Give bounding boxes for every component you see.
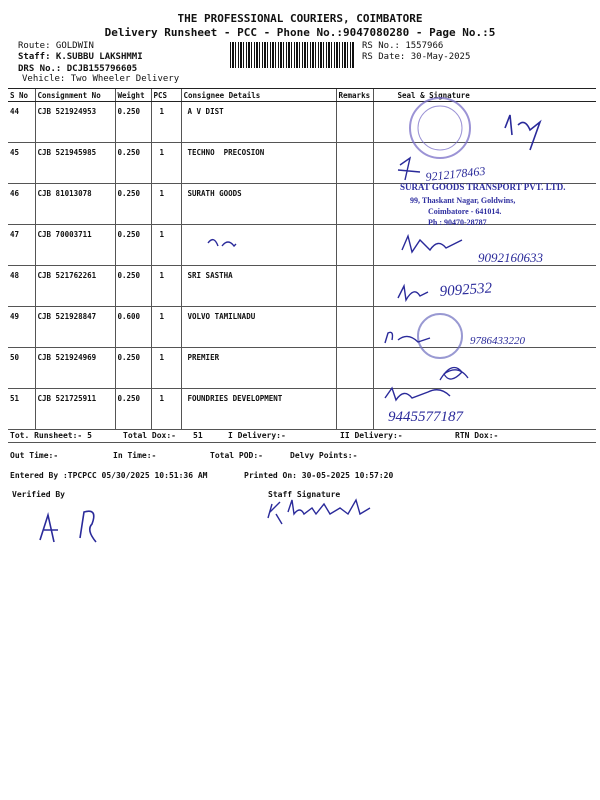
cell-pcs: 1 xyxy=(151,307,181,348)
col-consignment: Consignment No xyxy=(35,89,115,102)
signature-scribble xyxy=(385,388,450,400)
signature-scribble xyxy=(385,332,430,343)
company-stamp xyxy=(400,182,566,227)
i-delivery: I Delivery:- xyxy=(228,431,286,440)
total-runsheet: Tot. Runsheet:- 5 xyxy=(10,431,92,440)
cell-weight: 0.250 xyxy=(115,225,151,266)
cell-consignee: A V DIST xyxy=(181,102,336,143)
runsheet-title: Delivery Runsheet - PCC - Phone No.:9047080280 - Page No.:5 xyxy=(104,26,496,39)
printed-on: Printed On: 30-05-2025 10:57:20 xyxy=(244,471,394,480)
company-name: THE PROFESSIONAL COURIERS, COIMBATORE xyxy=(177,12,423,25)
cell-weight: 0.250 xyxy=(115,143,151,184)
verified-by-label: Verified By xyxy=(12,490,65,499)
total-pod: Total POD:- xyxy=(210,451,263,460)
staff-signature-ink xyxy=(268,500,370,524)
cell-pcs: 1 xyxy=(151,389,181,430)
signature-scribble xyxy=(402,236,462,252)
staff-label: Staff: K.SUBBU LAKSHMMI xyxy=(18,52,143,62)
cell-sno: 45 xyxy=(8,143,35,184)
col-remarks: Remarks xyxy=(336,89,373,102)
col-consignee: Consignee Details xyxy=(181,89,336,102)
cell-consignee: FOUNDRIES DEVELOPMENT xyxy=(181,389,336,430)
col-pcs: PCS xyxy=(151,89,181,102)
handwritten-phone: 9092160633 xyxy=(478,250,543,265)
cell-weight: 0.250 xyxy=(115,348,151,389)
cell-pcs: 1 xyxy=(151,225,181,266)
cell-sno: 50 xyxy=(8,348,35,389)
entered-by: Entered By :TPCPCC 05/30/2025 10:51:36 AM xyxy=(10,471,208,480)
cell-consignment: CJB 521945985 xyxy=(35,143,115,184)
cell-pcs: 1 xyxy=(151,102,181,143)
stamp-line: 99, Thaskant Nagar, Goldwins, xyxy=(410,196,516,205)
cell-consignment: CJB 521725911 xyxy=(35,389,115,430)
cell-weight: 0.250 xyxy=(115,184,151,225)
rs-number: RS No.: 1557966 xyxy=(362,41,444,51)
cell-weight: 0.250 xyxy=(115,102,151,143)
cell-consignee: TECHNO PRECOSION xyxy=(181,143,336,184)
drs-number: DRS No.: DCJB155796605 xyxy=(18,64,138,74)
cell-sno: 51 xyxy=(8,389,35,430)
stamp-line: Coimbatore - 641014. xyxy=(428,207,502,216)
cell-sno: 46 xyxy=(8,184,35,225)
total-dox-value: 51 xyxy=(193,431,203,440)
cell-consignee: VOLVO TAMILNADU xyxy=(181,307,336,348)
vehicle-label: Vehicle: Two Wheeler Delivery xyxy=(22,74,180,84)
cell-sno: 44 xyxy=(8,102,35,143)
signature-scribble xyxy=(440,368,468,381)
cell-consignment: CJB 521762261 xyxy=(35,266,115,307)
staff-signature-label: Staff Signature xyxy=(268,490,341,499)
cell-pcs: 1 xyxy=(151,266,181,307)
signature-scribble xyxy=(208,240,236,246)
cell-consignment: CJB 521928847 xyxy=(35,307,115,348)
handwritten-phone: 9092532 xyxy=(439,280,493,300)
col-weight: Weight xyxy=(115,89,151,102)
cell-consignee: SRI SASTHA xyxy=(181,266,336,307)
cell-pcs: 1 xyxy=(151,348,181,389)
ii-delivery: II Delivery:- xyxy=(340,431,403,440)
cell-consignee: SURATH GOODS xyxy=(181,184,336,225)
cell-consignment: CJB 70003711 xyxy=(35,225,115,266)
cell-consignee: PREMIER xyxy=(181,348,336,389)
cell-sno: 49 xyxy=(8,307,35,348)
col-seal: Seal & Signature xyxy=(373,89,596,102)
cell-consignment: CJB 81013078 xyxy=(35,184,115,225)
cell-consignment: CJB 521924953 xyxy=(35,102,115,143)
total-dox-label: Total Dox:- xyxy=(123,431,176,440)
delvy-points: Delvy Points:- xyxy=(290,451,358,460)
signature-scribble xyxy=(398,158,420,180)
stamp-line: Ph : 90470-28787 xyxy=(428,218,487,227)
verified-signature xyxy=(40,511,96,542)
in-time: In Time:- xyxy=(113,451,157,460)
cell-pcs: 1 xyxy=(151,184,181,225)
handwritten-phone: 9786433220 xyxy=(470,335,525,347)
cell-weight: 0.250 xyxy=(115,389,151,430)
signature-scribble xyxy=(505,115,540,150)
handwritten-phone: 9212178463 xyxy=(424,163,486,184)
divider xyxy=(8,442,596,443)
stamp-line: SURAT GOODS TRANSPORT PVT. LTD. xyxy=(400,182,566,192)
cell-weight: 0.600 xyxy=(115,307,151,348)
cell-sno: 47 xyxy=(8,225,35,266)
cell-pcs: 1 xyxy=(151,143,181,184)
rs-date: RS Date: 30-May-2025 xyxy=(362,52,471,62)
signature-scribble xyxy=(398,286,428,300)
cell-consignment: CJB 521924969 xyxy=(35,348,115,389)
handwritten-phone: 9445577187 xyxy=(388,409,463,425)
cell-weight: 0.250 xyxy=(115,266,151,307)
col-sno: S No xyxy=(8,89,35,102)
rtn-dox: RTN Dox:- xyxy=(455,431,499,440)
round-seal-icon xyxy=(418,314,462,358)
round-seal-icon xyxy=(410,98,470,158)
cell-sno: 48 xyxy=(8,266,35,307)
out-time: Out Time:- xyxy=(10,451,59,460)
route-label: Route: GOLDWIN xyxy=(18,41,94,51)
